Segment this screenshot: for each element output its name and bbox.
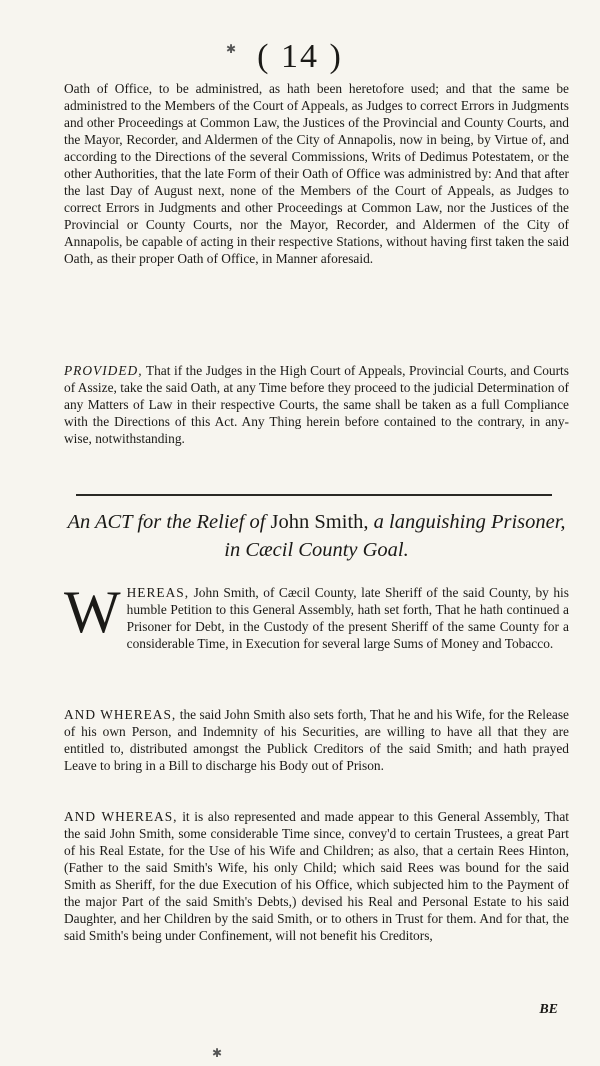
whereas-lead: HEREAS, xyxy=(126,585,190,600)
page-number: ( 14 ) xyxy=(257,38,343,75)
and-whereas-body-2: it is also represented and made appear to this General Assembly, That the said John Smith, some considerable Time since, convey'd to certain Trustees, a great Part of his Real Estate, for the Use of his Wife and Children; as also, that a certain Rees Hinton, (Father to the said Smith's Wife, his only Child; which said Rees was bound for the said Smith as Sheriff, for the due Execution of his Office, which subjected him to the Payment of the major Part of the said Smith's Debts,) devised his Real and Personal Estate to his said Daughter, and her Children by the said Smith, or to others in Trust for them. And for that, the said Smith's being under Confinement, will not benefit his Creditors, xyxy=(64,809,569,943)
ornament-star: ✱ xyxy=(226,42,237,56)
whereas-body: John Smith, of Cæcil County, late Sheriff of the said County, by his humble Petition to this General Assembly, hath set forth, That he hath continued a Prisoner for Debt, in the Custody of the present Sheriff of the same County for a considerable Time, in Execution for several large Sums of Money and Tobacco. xyxy=(126,585,569,651)
paragraph-provided xyxy=(64,362,569,447)
ornament-star-bottom: ✱ xyxy=(212,1046,223,1060)
provided-body: That if the Judges in the High Court of Appeals, Provincial Courts, and Courts of Assize, take the said Oath, at any Time before they proceed to the judicial Determination of any Matters of Law in their respective Courts, the same shall be taken as a full Compliance with the Directions of this Act. Any Thing herein before contained to the contrary, in any-wise, notwithstanding. xyxy=(64,363,569,446)
paragraph-oath: Oath of Office, to be administred, as hath been heretofore used; and that the same be administred to the Members of the Court of Appeals, as Judges to correct Errors in Judgments and other Proceedings at Common Law, the Justices of the Provincial and County Courts, and the Mayor, Recorder, and Aldermen of the City of Annapolis, now in being, by Virtue of, and according to the Directions of the several Commissions, Writs of Dedimus Potestatem, or the other Authorities, that the late Form of their Oath of Office was administred by: And that after the last Day of August next, none of the Members of the Court of Appeals, as Judges to correct Errors in Judgments and other Proceedings at Common Law, nor the Justices of the Provincial or County Courts, nor the Mayor, Recorder, and Aldermen of the City of Annapolis, be capable of acting in their respective Stations, without having first taken the said Oath, as their proper Oath of Office, in Manner aforesaid. xyxy=(64,81,569,266)
act-title-part2: a languishing Prisoner, in Cæcil County Goal. xyxy=(224,511,566,561)
paragraph-whereas-1 xyxy=(64,579,569,652)
and-whereas-body-1: the said John Smith also sets forth, That he and his Wife, for the Release of his own Person, and Indemnity of his Securities, are willing to have all that they are entitled to, distributed amongst the Publick Creditors of the said Smith; and hath prayed Leave to bring in a Bill to discharge his Body out of Prison. xyxy=(64,707,569,773)
catchword: BE xyxy=(539,1002,558,1017)
provided-lead: PROVIDED, xyxy=(64,363,143,378)
paragraph-whereas-3 xyxy=(64,808,569,944)
act-title xyxy=(64,508,569,564)
drop-cap: W xyxy=(64,579,121,645)
act-title-name: John Smith, xyxy=(270,511,369,533)
act-title-part1: An ACT for the Relief of xyxy=(67,511,271,533)
and-whereas-lead-1: AND WHEREAS, xyxy=(64,707,177,722)
section-divider xyxy=(76,494,552,496)
paragraph-whereas-2 xyxy=(64,706,569,774)
and-whereas-lead-2: AND WHEREAS, xyxy=(64,809,178,824)
